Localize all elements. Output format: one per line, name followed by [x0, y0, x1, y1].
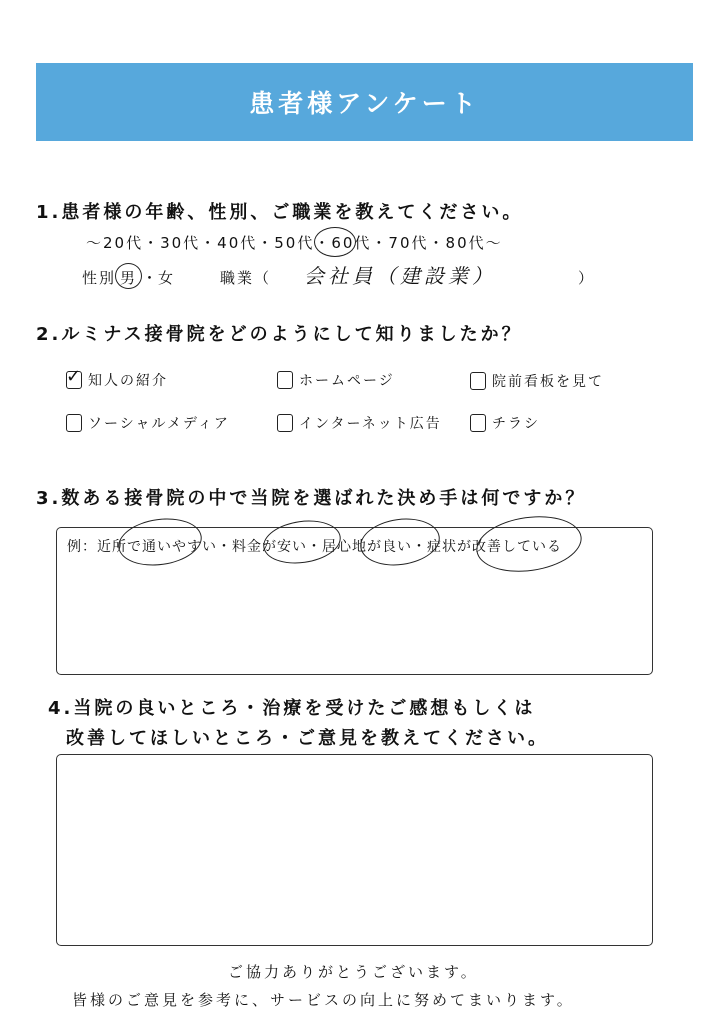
option-label: ホームページ	[299, 373, 395, 389]
age-options: ～20代・30代・40代・50代・60代・70代・80代～	[86, 234, 503, 252]
gender-separator: ・	[142, 269, 160, 287]
job-field[interactable]: 会社員（建設業）	[304, 264, 496, 288]
example-text: 例：近所で通いやすい・料金が安い・居心地が良い・症状が改善している	[67, 539, 562, 555]
option-flyer[interactable]	[470, 413, 540, 433]
title-banner	[36, 63, 693, 141]
option-signboard[interactable]	[470, 371, 604, 391]
page-title: 患者様アンケート	[249, 89, 480, 118]
checkbox[interactable]	[277, 371, 293, 389]
checkbox[interactable]	[66, 366, 84, 389]
checkbox[interactable]	[277, 414, 293, 432]
question-4-label-line2: 改善してほしいところ・ご意見を教えてください。	[66, 728, 549, 749]
gender-label: 性別	[82, 269, 117, 287]
gender-male-circle-mark	[115, 263, 142, 289]
question-4-label-line1: 4.当院の良いところ・治療を受けたご感想もしくは	[48, 698, 536, 719]
question-1-label: 1.患者様の年齢、性別、ご職業を教えてください。	[36, 202, 524, 223]
checkbox[interactable]	[470, 372, 486, 390]
option-homepage[interactable]	[277, 370, 395, 390]
option-referral[interactable]	[66, 366, 168, 390]
footer-thanks: ご協力ありがとうございます。	[228, 963, 479, 981]
age-50-circle-mark	[314, 227, 356, 257]
gender-male[interactable]: 男	[120, 269, 138, 287]
option-label: 院前看板を見て	[492, 374, 604, 390]
option-internet-ad[interactable]	[277, 413, 442, 433]
checkbox[interactable]	[66, 414, 82, 432]
option-label: チラシ	[492, 416, 540, 432]
check-mark-icon: ✓	[66, 366, 84, 387]
job-close-paren: ）	[578, 269, 596, 287]
option-label: 知人の紹介	[88, 373, 168, 389]
checkbox[interactable]	[470, 414, 486, 432]
option-label: ソーシャルメディア	[88, 416, 230, 432]
gender-female[interactable]: 女	[158, 269, 176, 287]
option-label: インターネット広告	[299, 416, 442, 432]
option-social-media[interactable]	[66, 413, 230, 433]
question-2-label: 2.ルミナス接骨院をどのようにして知りましたか？	[36, 324, 523, 345]
job-label: 職業（	[220, 269, 272, 287]
footer-message: 皆様のご意見を参考に、サービスの向上に努めてまいります。	[72, 991, 575, 1009]
question-3-label: 3.数ある接骨院の中で当院を選ばれた決め手は何ですか？	[36, 488, 587, 509]
answer-box-q4[interactable]	[56, 754, 653, 946]
